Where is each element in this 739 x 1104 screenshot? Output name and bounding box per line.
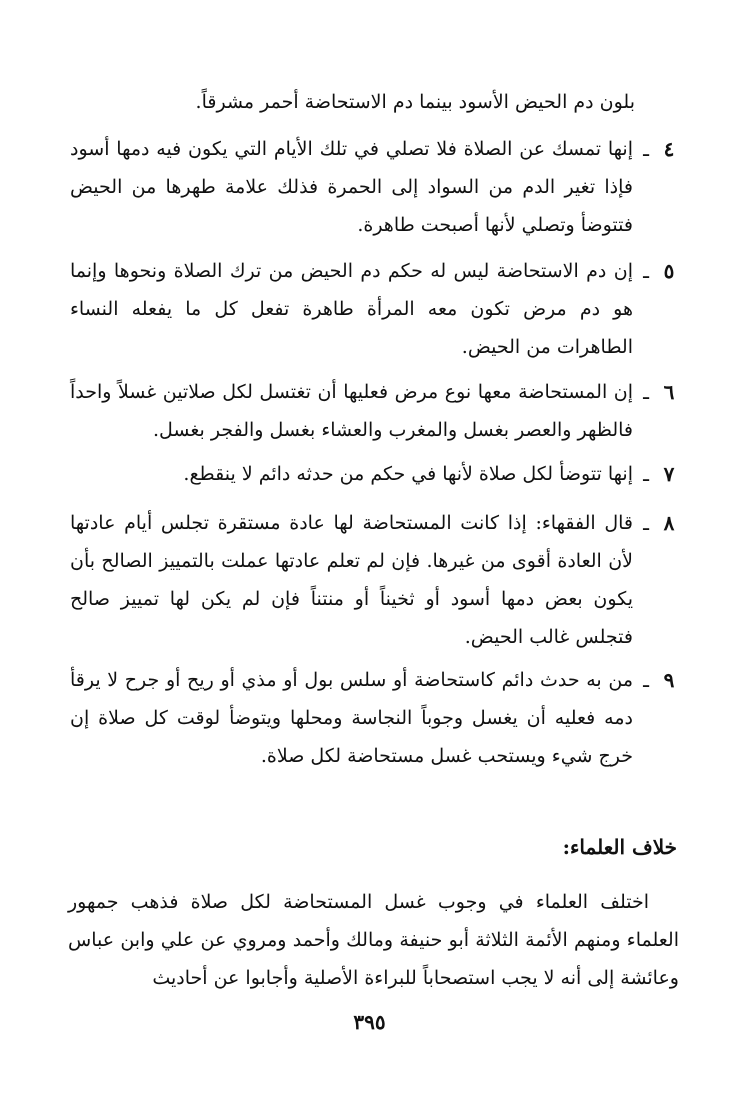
item-number: ٤	[663, 137, 675, 161]
item-dash: ـ	[643, 137, 649, 161]
list-item-6	[70, 373, 679, 449]
item-dash: ـ	[643, 462, 649, 486]
item-number: ٩	[663, 668, 675, 692]
list-item-9	[70, 661, 679, 775]
item-text: إنها تتوضأ لكل صلاة لأنها في حكم من حدثه دائم لا ينقطع.	[183, 463, 633, 485]
list-item-8	[70, 504, 679, 656]
item-text: إن المستحاضة معها نوع مرض فعليها أن تغتسل لكل صلاتين غسلاً واحداً فالظهر والعصر بغسل والمغرب والعشاء بغسل والفجر بغسل.	[70, 381, 633, 441]
item-text: من به حدث دائم كاستحاضة أو سلس بول أو مذي أو ريح أو جرح لا يرقأ دمه فعليه أن يغسل وجوباً النجاسة ومحلها ويتوضأ لوقت كل صلاة إن خرج شيء ويستحب غسل مستحاضة لكل صلاة.	[70, 669, 633, 767]
list-item-4	[70, 130, 679, 244]
item-number: ٨	[663, 511, 675, 535]
item-number: ٧	[663, 462, 675, 486]
item-dash: ـ	[643, 511, 649, 535]
list-item-7	[70, 455, 679, 493]
body-paragraph: اختلف العلماء في وجوب غسل المستحاضة لكل صلاة فذهب جمهور العلماء ومنهم الأئمة الثلاثة أبو حنيفة ومالك وأحمد ومروي عن علي وابن عباس وعائشة إلى أنه لا يجب استصحاباً للبراءة الأصلية وأجابوا عن أحاديث	[68, 891, 679, 989]
item-dash: ـ	[643, 668, 649, 692]
section-heading: خلاف العلماء:	[562, 835, 677, 859]
intro-continuation-line: بلون دم الحيض الأسود بينما دم الاستحاضة أحمر مشرقاً.	[195, 91, 635, 113]
item-number: ٦	[663, 380, 675, 404]
item-text: إن دم الاستحاضة ليس له حكم دم الحيض من ترك الصلاة ونحوها وإنما هو دم مرض تكون معه المرأة طاهرة تفعل كل ما يفعله النساء الطاهرات من الحيض.	[70, 260, 633, 358]
item-number: ٥	[663, 259, 675, 283]
list-item-5	[70, 252, 679, 366]
page-number: ٣٩٥	[353, 1010, 386, 1034]
item-text: قال الفقهاء: إذا كانت المستحاضة لها عادة مستقرة تجلس أيام عادتها لأن العادة أقوى من غيرها. فإن لم تعلم عادتها عملت بالتمييز الصالح بأن يكون بعض دمها أسود أو ثخيناً أو منتناً فإن لم يكن لها تمييز صالح فتجلس غالب الحيض.	[70, 512, 633, 648]
item-dash: ـ	[643, 259, 649, 283]
item-dash: ـ	[643, 380, 649, 404]
item-text: إنها تمسك عن الصلاة فلا تصلي في تلك الأيام التي يكون فيه دمها أسود فإذا تغير الدم من السواد إلى الحمرة فذلك علامة طهرها من الحيض فتتوضأ وتصلي لأنها أصبحت طاهرة.	[70, 138, 633, 236]
